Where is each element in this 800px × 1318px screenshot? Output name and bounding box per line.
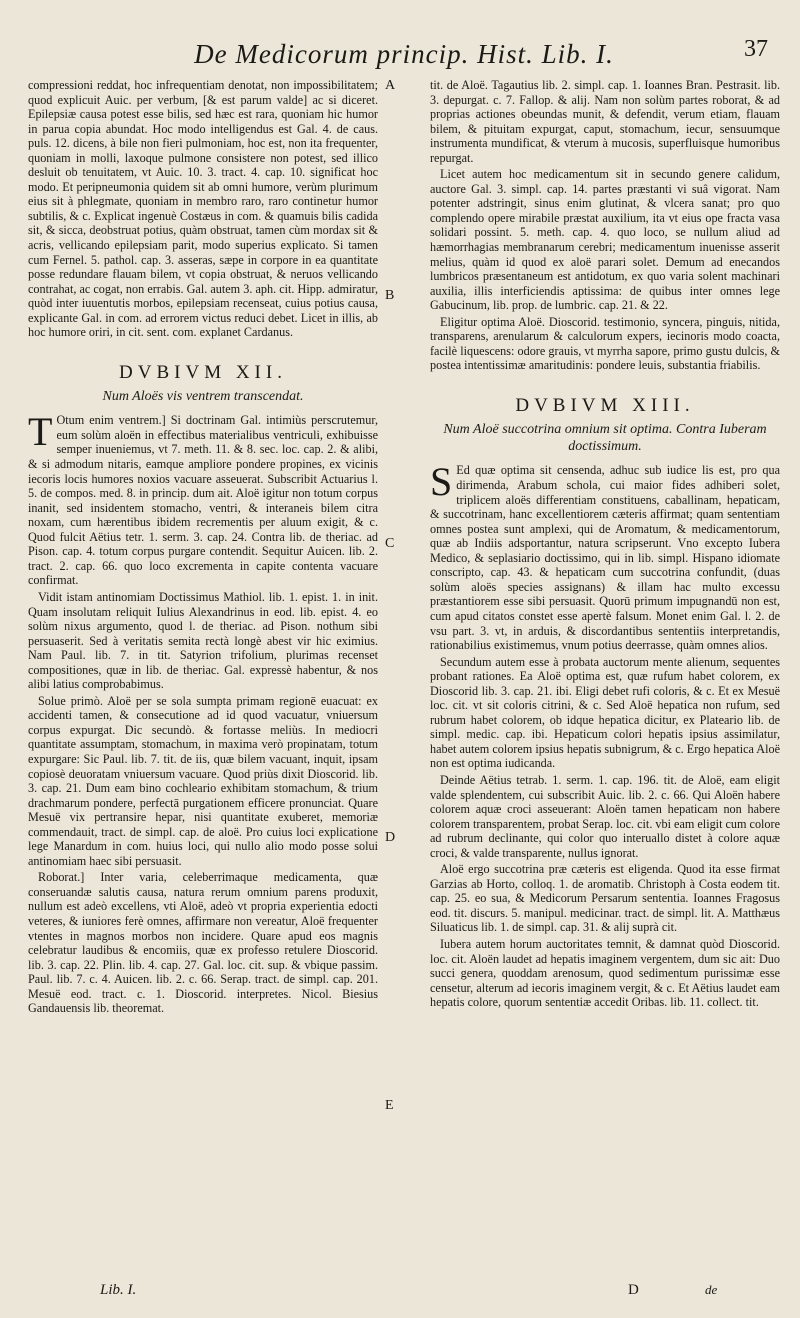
drop-cap: T [28,409,53,455]
page-number: 37 [744,36,768,62]
paragraph-text: Ed quæ optima sit censenda, adhuc sub iudice lis est, pro qua dirimenda, Arabum schola, cui maior fides adhiberi solet, triplicem aloës differentiam constituens, caballinam, hepaticam, & succotrinam, hanc excellentiorem cæteris affirmat; quam sententiam omnes postea sunt amplexi, qui de Aromatum, & medicamentorum, quæ ab Indiis adsportantur, natura scripserunt. Vno excepto Iubera Medico, & seplasiario doctissimo, qui in lib. simpl. Hispano idiomate conscripto, cap. 43. & hepaticam cum succotrina confundit, (duas solùm aloës species assignans) & illam hac multo excessu præstantiorem esse sibi persuasit. Quorū primum impugnandū non est, cum apud citatos constet esse apertè falsum. Monet enim Gal. l. 2. de vsu part. 3. vt, in arduis, & discordantibus sententiis interpretandis, rationabilius existimemus, vnum potius deerrasse, quàm omnes alios. [430,463,780,653]
paragraph: Vidit istam antinomiam Doctissimus Mathiol. lib. 1. epist. 1. in init. Quam insolutam reliquit Iulius Alexandrinus in eod. lib. epist. 4. eo solùm nixus argumento, quod l. de theriac. ad Pison. nothum sibi persuaserit. Sed à veritatis semita rectà longè abest vir hic eximius. Nam Paul. lib. 7. in tit. Satyrion trifolium, plurimas recenset compositiones, quæ in lib. de theriac. Gal. expressè habentur, & nos alibi latius comprobabimus. [28,589,378,692]
paragraph: Deinde Aëtius tetrab. 1. serm. 1. cap. 196. tit. de Aloë, eam eligit valde splendentem, cui subscribit Auic. lib. 2. c. 66. Qui Aloën habere colorem aquæ croci asseuerant: Aloën tamen hepaticam non habere colorem transparentem, probat Serap. loc. cit. vbi eam eligit cum colore ad rubrum declinante, qui color quo interuallo distet à colore aquæ croci, & valde transparente, nullus ignorat. [430,772,780,860]
footer-book-label: Lib. I. [100,1282,137,1298]
margin-letter-c: C [385,536,395,551]
paragraph: Aloë ergo succotrina præ cæteris est eligenda. Quod ita esse firmat Garzias ab Horto, colloq. 1. de aromatib. Christoph à Costa eodem tit. cap. 25. eo sua, & Medicorum Persarum sententia. Ioannes Fragosus eod. tit. discurs. 5. manipul. medicinar. tract. de simpl. lit. A. Matthæus Siluaticus lib. 1. de simpl. cap. 31. & alij suprà cit. [430,862,780,935]
margin-letter-e: E [385,1098,394,1113]
paragraph: Iubera autem horum auctoritates temnit, & damnat quòd Dioscorid. loc. cit. Aloën laudet ad hepatis imaginem vergentem, dum sic ait: Duo succi genera, quoddam arenosum, quod sedimentum purissimæ esse censetur, alterum ad iecoris imaginem vergit, & c. Et Aëtius laudet eam hepatis colore, quorum sententiæ accedit Oribas. lib. 11. collect. tit. [430,936,780,1010]
section-subheading: Num Aloë succotrina omnium sit optima. Contra Iuberam doctissimum. [443,422,767,455]
margin-letter-b: B [385,288,395,303]
page-footer [0,1282,800,1312]
paragraph: Roborat.] Inter varia, celeberrimaque medicamenta, quæ conseruandæ salutis causa, natura rerum omnium parens produxit, nullum est adeò excellens, vti Aloë, adeò vt propria experientia edocti veteres, & iuniores ferè omnes, affirmare non vereatur, Aloë frequenter vtentes in magnos morbos non incidere. Quare apud eos magnis celebratur laudibus & encomiis, quæ ex professo retulere Dioscorid. lib. 3. cap. 22. Plin. lib. 4. cap. 27. Gal. loc. cit. sup. & vbique passim. Paul. lib. 7. c. 4. Auicen. lib. 2. c. 66. Serap. tract. de simpl. cap. 201. Mesuë eod. tract. c. 1. Dioscorid. interpretes. Nicol. Biesius Gandauensis lib. theoremat. [28,870,378,1016]
text-columns [28,78,780,1113]
paragraph: Secundum autem esse à probata auctorum mente alienum, sequentes probant rationes. Ea Aloë optima est, quæ rufum habet colorem, ex Dioscorid lib. 3. cap. 21. ibi. Eligi debet rufi coloris, & c. Et ex Mesuë loc. cit. vt sit coloris citrini, & c. Sed Aloë hepatica non rufum, sed rubrum habet colorem, ob idque hepatica dicitur, ex Plateario lib. de simpl. medic. cap. ibi. Hepaticum colori hepatis ipsius assimilatur, habet autem colorem ipsius hepatis subnigrum, & c. Ergo hepatica Aloë non est optima iudicanda. [430,654,780,771]
section-heading: DVBIVM XIII. [515,394,695,416]
section-subheading: Num Aloës vis ventrem transcendat. [102,389,304,405]
paragraph [28,409,378,588]
left-column [28,78,378,1018]
paragraph: Eligitur optima Aloë. Dioscorid. testimonio, syncera, pinguis, nitida, transparens, arenularum & calculorum expers, iecinoris modo coacta, facilè liquescens: odore grauis, vt myrrha sapore, primo gustu dulcis, & postea intentissimæ amaritudinis: pondere leuis, substantia friabilis. [430,314,780,373]
margin-letter-d: D [385,830,396,845]
paragraph [430,459,780,653]
page-header [28,34,780,74]
paragraph: Licet autem hoc medicamentum sit in secundo genere calidum, auctore Gal. 3. simpl. cap. 14. partes præstanti vi suâ vigorat. Nam potenter adstringit, sinus enim glutinat, & vlcera sanat; pro quo complendo opere mirabile præstat auxilium, ita vt eius ope fracta vasa solidari possint. 5. meth. cap. 4. quo loco, se nullum aliud ad hæmorrhagias membranarum cerebri; medicamentum inuenisse asserit melius, quàm id quod ex aloë parari solet. Demum ad enecandos lumbricos præsentaneum est antidotum, ex quo varia solent machinari auxilia, illis interficiendis aptissima: de quibus inter omnes lege Gabucinum, lib. prop. de lumbric. cap. 21. & 22. [430,167,780,313]
paragraph: tit. de Aloë. Tagautius lib. 2. simpl. cap. 1. Ioannes Bran. Pestrasit. lib. 3. depurgat. c. 7. Fallop. & alij. Nam non solùm partes roborat, & ad proprias actiones obeundas munit, & defendit, verum etiam, flauam bilem, & pituitam expurgat, caput, stomachum, iecur, sensuumque instrumenta mundificat, & vterum à mucosis, superfluisque humoribus repurgat. [430,78,780,165]
right-column [430,78,780,1018]
paragraph: Solue primò. Aloë per se sola sumpta primam regionē euacuat: ex accidenti tamen, & consecutione ad id quod vacuatur, vniuersum corpus expurgat. Dic secundò. & fortasse meliùs. In mediocri quantitate assumptam, stomachum, in maxima verò propinatam, totum expurgare: Sic Paul. lib. 7. tit. de iis, quæ bilem vacuant, inquit, ipsam copiosè deuoratam vniuersum vacuare. Quod priùs dixit Dioscorid. lib. 3. cap. 21. Dum eam bino cochleario exhibitam stomachum, & trium drachmarum pondere, perfectā purgationem efficere pronunciat. Quare Mesuë vix pertransire hepar, nisi quantitate exuberet, memoriæ commendauit, tract. de simpl. cap. de aloë. Pro cuius loci explicatione lege Manardum in com. huius loci, qui nullo alio modo posse solui antinomiam haec sibi persuasit. [28,693,378,868]
margin-letter-a: A [385,78,396,93]
catchword: de [705,1282,718,1297]
paragraph: compressioni reddat, hoc infrequentiam denotat, non impossibilitatem; quod explicuit Auic. per verbum, [& est parum valde] ac si diceret. Epilepsiæ causa potest esse bilis, sed hæc est rara, quoniam hic humor in parua copia abundat. Hoc modo intelligendus est Gal. 4. de caus. puls. 12. dicens, à bile non fieri pulmoniam, hoc est, non ita frequenter, quoniam in molli, laxoque pulmone consistere non potest, sed illico desluit ob tenuitatem, vt Auic. 10. 3. tract. 4. cap. 10. significat hoc modo. Et peripneumonia quidem sit ab omni humore, verùm plurimum eius sit à phlegmate, quoniam in membro raro, raro continetur humor subtilis, & c. Explicat ingenuè Costæus in com. & quamuis bilis cadida sit, & sicca, deobstruat potius, quàm obstruat, tamen cùm mordax sit & acris, vellicando epilepsiam parit, modo superius explicato. Si tamen cum Fernel. 5. pathol. cap. 3. asseras, sæpe in corpore in ea quantitate posse redundare flauam bilem, vt copia obstruat, & neruos vellicando contrahat, ac cogat, non errabis. Gal. autem 3. aph. cit. Hipp. admiratur, quòd inter iuuentutis morbos, epilepsiam recenseat, cuius potius causa, explicante Gal. in com. ad errorem victus reduci debet. Licet in illis, ab hoc humore oriri, in cit. sent. com. explanet Cardanus. [28,78,378,340]
signature-mark: D [628,1282,639,1298]
drop-cap: S [430,459,453,505]
running-title: De Medicorum princip. Hist. Lib. I. [194,39,614,69]
section-heading: DVBIVM XII. [119,361,287,383]
paragraph-text: Otum enim ventrem.] Si doctrinam Gal. intimiùs perscrutemur, eum solùm aloën in effectibus materialibus ventriculi, exhibuisse semper inueniemus, vt 7. meth. 11. & 8. sec. loc. cap. 2. & alibi, & si admodum nitaris, eamque ampliore pondere propines, ex vicinis iecoris locis humores noxios vacuare asseuerat. Subscribit Actuarius l. 5. de compos. med. 8. in princip. dum ait. Aloë igitur non totum corpus inanit, sed insidentem stomacho, ventri, & interaneis bilem citra noxam, cum hærentibus ibidem recrementis per aluum exigit, & c. Quod fulcit Aëtius tetr. 1. serm. 3. cap. 24. Contra lib. de theriac. ad Pison. cap. 4. totum corpus purgare contendit. Sequitur Auicen. lib. 2. tract. 2. cap. 66. quo loco excrementa in capite contenta vacuare confirmat. [28,413,378,588]
